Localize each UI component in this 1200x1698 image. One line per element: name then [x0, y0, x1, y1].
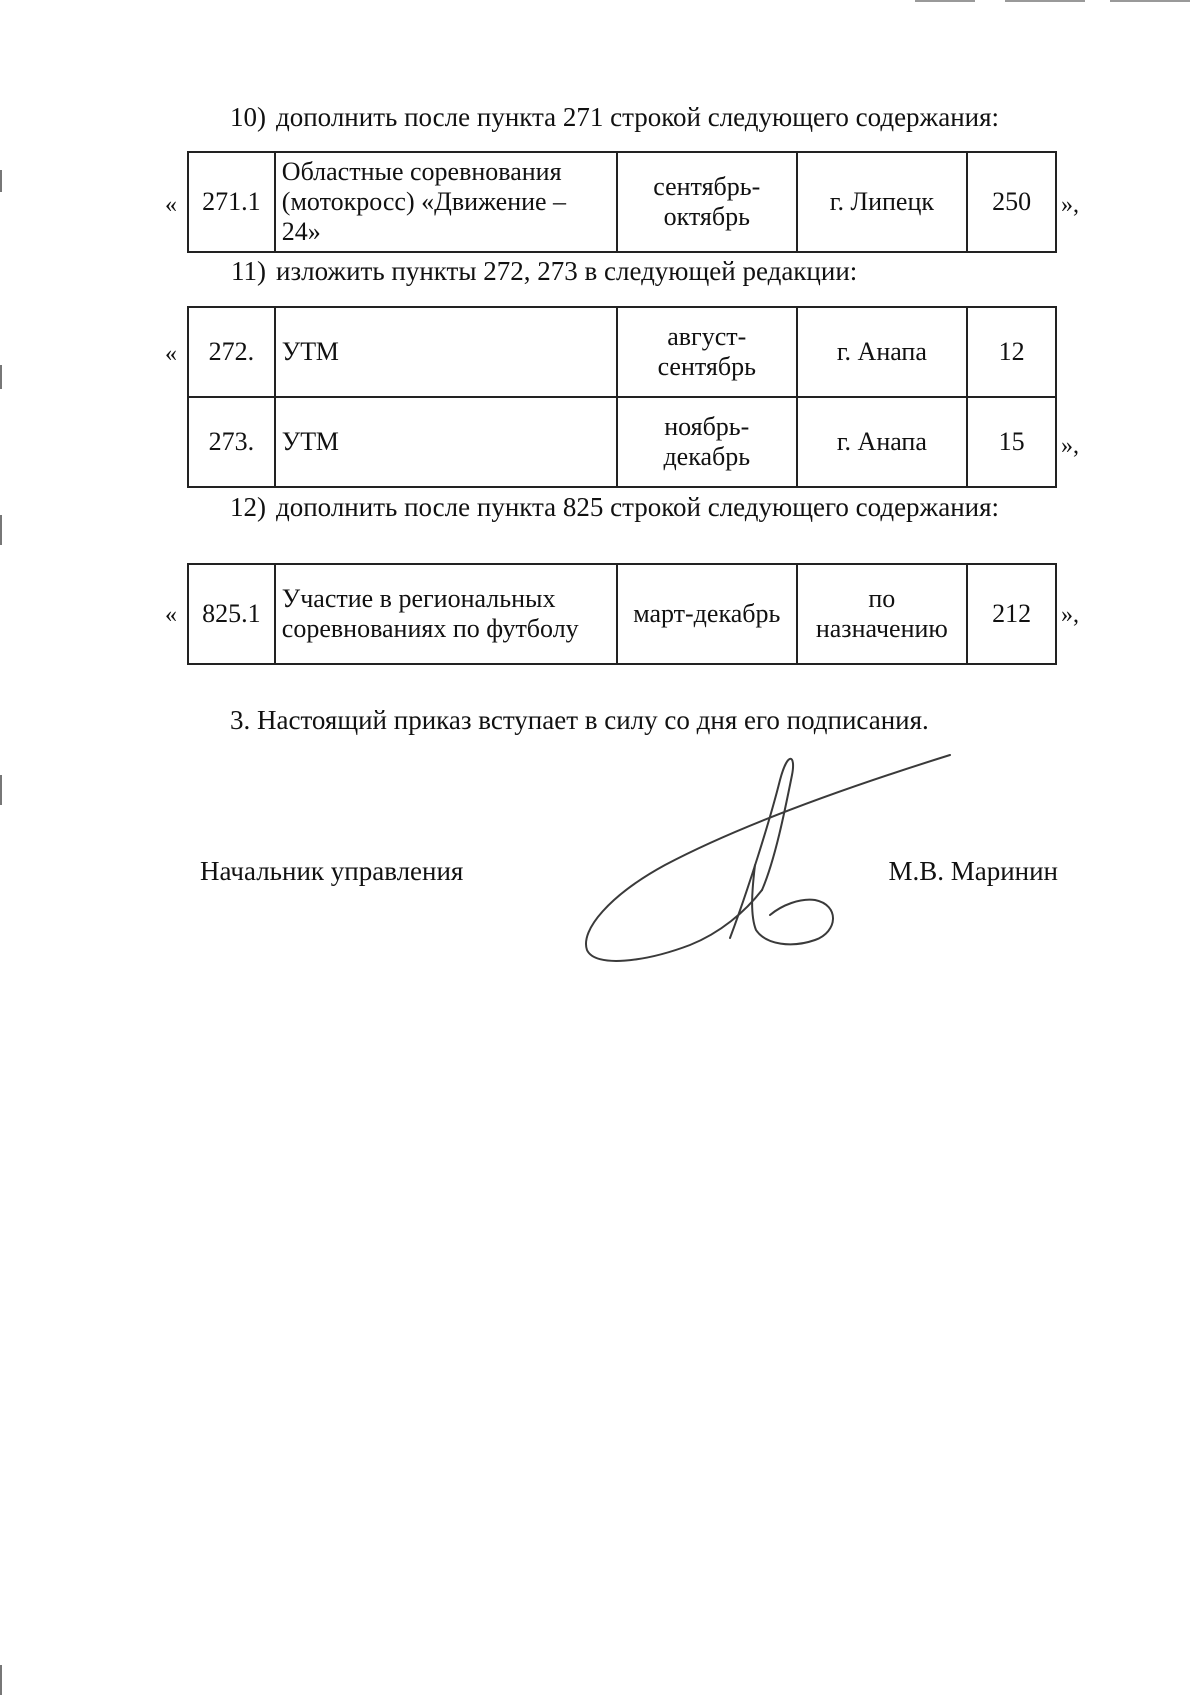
- section-12-text: дополнить после пункта 825 строкой следующего содержания:: [276, 492, 1000, 522]
- row-period: март-декабрь: [617, 564, 797, 664]
- table-row: [188, 307, 1056, 397]
- row-number: 273.: [188, 397, 275, 487]
- scan-edge-mark: [0, 515, 2, 545]
- row-name: Областные соревнования (мотокросс) «Движение – 24»: [275, 152, 617, 252]
- row-name: УТМ: [275, 307, 617, 397]
- signer-name: М.В. Маринин: [888, 856, 1058, 886]
- section-10-table: [187, 151, 1057, 253]
- scan-top-mark: [915, 0, 975, 2]
- scan-top-mark: [1110, 0, 1190, 2]
- section-12-table: [187, 563, 1057, 665]
- row-period: ноябрь-декабрь: [617, 397, 797, 487]
- row-place: г. Липецк: [797, 152, 968, 252]
- row-quantity: 250: [967, 152, 1056, 252]
- section-11-heading: [218, 255, 857, 287]
- row-period: август-сентябрь: [617, 307, 797, 397]
- close-quote: »,: [1061, 602, 1079, 628]
- signer-title: Начальник управления: [200, 856, 464, 886]
- row-quantity: 15: [967, 397, 1056, 487]
- row-quantity: 212: [967, 564, 1056, 664]
- open-quote: «: [165, 192, 177, 218]
- row-number: 271.1: [188, 152, 275, 252]
- close-quote: »,: [1061, 192, 1079, 218]
- row-period: сентябрь-октябрь: [617, 152, 797, 252]
- section-12-heading: [218, 491, 999, 523]
- open-quote: «: [165, 602, 177, 628]
- section-11-table: [187, 306, 1057, 488]
- clause-3: 3. Настоящий приказ вступает в силу со дня его подписания.: [230, 705, 929, 735]
- section-11-text: изложить пункты 272, 273 в следующей редакции:: [276, 256, 858, 286]
- handwritten-signature: [570, 740, 970, 970]
- row-number: 825.1: [188, 564, 275, 664]
- row-place: по назначению: [797, 564, 968, 664]
- row-name: Участие в региональных соревнованиях по футболу: [275, 564, 617, 664]
- section-12-number: 12): [230, 492, 266, 522]
- close-quote: »,: [1061, 433, 1079, 459]
- scan-top-mark: [1005, 0, 1085, 2]
- scan-edge-mark: [0, 1665, 2, 1695]
- scan-edge-mark: [0, 775, 2, 805]
- row-number: 272.: [188, 307, 275, 397]
- row-place: г. Анапа: [797, 307, 968, 397]
- scan-edge-mark: [0, 365, 2, 389]
- section-10-number: 10): [230, 102, 266, 132]
- table-row: [188, 152, 1056, 252]
- section-10-heading: [218, 101, 999, 133]
- row-place: г. Анапа: [797, 397, 968, 487]
- scan-edge-mark: [0, 170, 2, 192]
- section-10-text: дополнить после пункта 271 строкой следующего содержания:: [276, 102, 1000, 132]
- row-quantity: 12: [967, 307, 1056, 397]
- open-quote: «: [165, 341, 177, 367]
- section-11-number: 11): [231, 256, 266, 286]
- row-name: УТМ: [275, 397, 617, 487]
- table-row: [188, 397, 1056, 487]
- table-row: [188, 564, 1056, 664]
